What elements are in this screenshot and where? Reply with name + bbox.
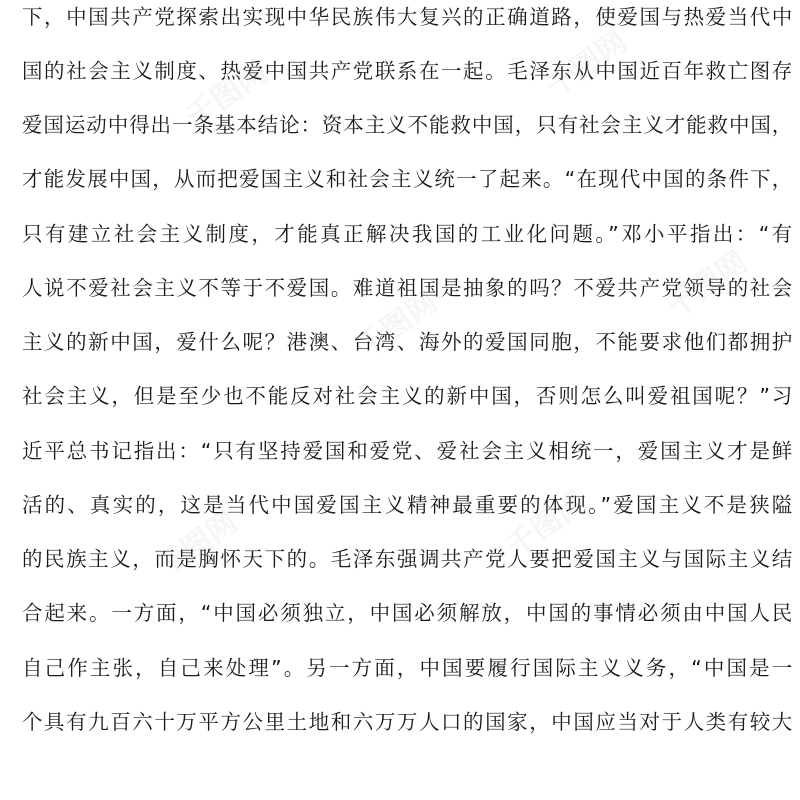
text-line-1: 下，中国共产党探索出实现中华民族伟大复兴的正确道路，使爱国与热爱当代中 <box>22 5 792 29</box>
watermark: 千图网 <box>180 54 274 136</box>
text-line-10: 活的、真实的，这是当代中国爱国主义精神最重要的体现。”爱国主义不是狭隘 <box>22 493 792 517</box>
text-line-4: 才能发展中国，从而把爱国主义和社会主义统一了起来。“在现代中国的条件下， <box>22 167 792 191</box>
watermark: 千图网 <box>500 484 594 566</box>
watermark: 千图网 <box>540 24 634 106</box>
watermark: 千图网 <box>150 504 244 586</box>
text-line-9: 近平总书记指出：“只有坚持爱国和爱党、爱社会主义相统一，爱国主义才是鲜 <box>22 439 792 463</box>
text-line-8: 社会主义，但是至少也不能反对社会主义的新中国，否则怎么叫爱祖国呢？”习 <box>22 384 792 408</box>
text-line-6: 人说不爱社会主义不等于不爱国。难道祖国是抽象的吗？不爱共产党领导的社会 <box>22 276 792 300</box>
text-line-14: 个具有九百六十万平方公里土地和六万万人口的国家，中国应当对于人类有较大 <box>22 710 792 734</box>
text-line-13: 自己作主张，自己来处理”。另一方面，中国要履行国际主义义务，“中国是一 <box>22 656 792 680</box>
text-line-12: 合起来。一方面，“中国必须独立，中国必须解放，中国的事情必须由中国人民 <box>22 601 792 625</box>
watermark: 千图网 <box>660 244 754 326</box>
text-line-11: 的民族主义，而是胸怀天下的。毛泽东强调共产党人要把爱国主义与国际主义结 <box>22 547 792 571</box>
text-line-2: 国的社会主义制度、热爱中国共产党联系在一起。毛泽东从中国近百年救亡图存 <box>22 59 792 83</box>
text-line-3: 爱国运动中得出一条基本结论：资本主义不能救中国，只有社会主义才能救中国， <box>22 113 792 137</box>
watermark: 千图网 <box>350 284 444 366</box>
text-line-5: 只有建立社会主义制度，才能真正解决我国的工业化问题。”邓小平指出：“有 <box>22 222 792 246</box>
text-line-7: 主义的新中国，爱什么呢？港澳、台湾、海外的爱国同胞，不能要求他们都拥护 <box>22 330 792 354</box>
